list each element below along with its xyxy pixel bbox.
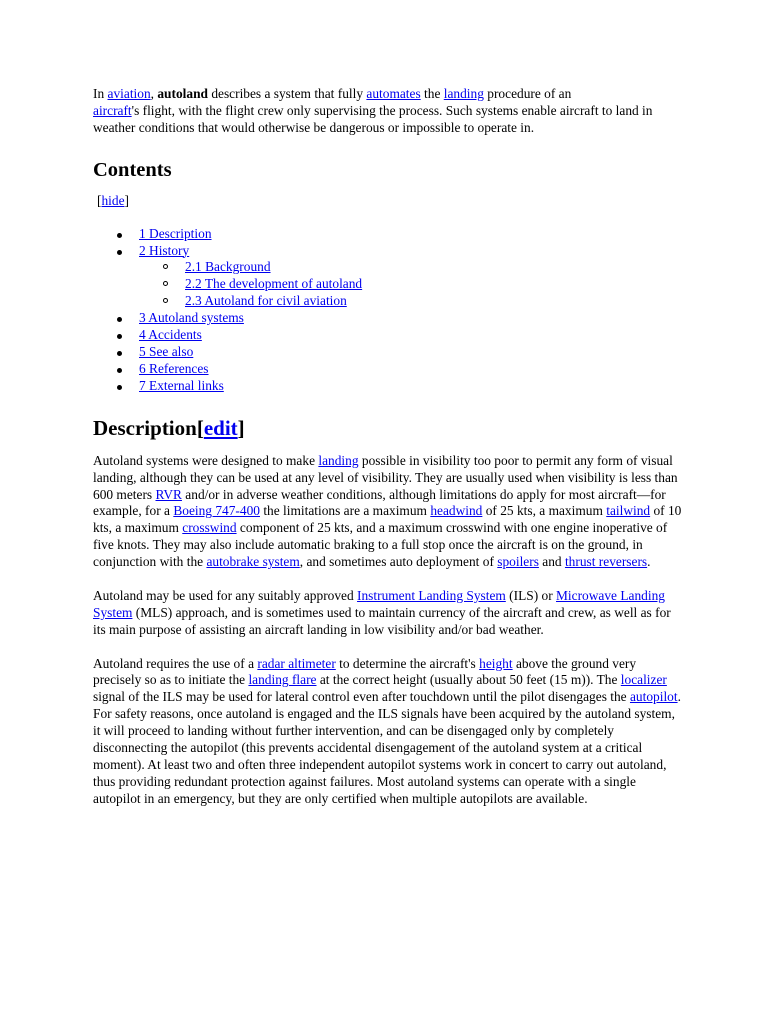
- toc-link-history[interactable]: 2 History: [139, 242, 190, 258]
- toc-toggle: [hide]: [97, 192, 129, 208]
- link-crosswind[interactable]: crosswind: [182, 520, 237, 536]
- link-height[interactable]: height: [479, 655, 513, 671]
- toc-sublist: [139, 259, 683, 310]
- link-tailwind[interactable]: tailwind: [606, 503, 651, 519]
- toc-item: [93, 310, 683, 327]
- edit-link[interactable]: edit: [203, 415, 238, 440]
- toc-subitem: [139, 259, 683, 276]
- toc-subitem: [139, 293, 683, 310]
- link-boeing-747-400[interactable]: Boeing 747-400: [173, 503, 260, 519]
- term-autoland: autoland: [157, 86, 208, 101]
- link-landing[interactable]: landing: [443, 86, 484, 101]
- link-radar-altimeter[interactable]: radar altimeter: [257, 655, 336, 671]
- toc-item: [93, 226, 683, 243]
- description-heading: Description[edit]: [93, 415, 245, 440]
- link-aviation[interactable]: aviation: [107, 86, 151, 101]
- toc-link-background[interactable]: 2.1 Background: [185, 259, 271, 275]
- table-of-contents: [93, 226, 683, 395]
- description-paragraph-2: Autoland may be used for any suitably approved Instrument Landing System (ILS) or Microwave Landing System (MLS) approach, and is sometimes used to maintain currency of the aircraft and crew, as well as for its main purpose of assisting an aircraft landing in low visibility and/or bad weather.: [93, 587, 671, 637]
- toc-item: [93, 378, 683, 395]
- link-rvr[interactable]: RVR: [155, 486, 182, 502]
- intro-paragraph: In aviation, autoland describes a system that fully automates the landing procedure of an aircraft's flight, with the flight crew only supervising the process. Such systems enable aircraft to land in weather conditions that would otherwise be dangerous or impossible to operate in.: [93, 86, 653, 135]
- link-automates[interactable]: automates: [366, 86, 421, 101]
- link-mls[interactable]: Microwave Landing System: [93, 587, 665, 620]
- toc-subitem: [139, 276, 683, 293]
- link-aircraft[interactable]: aircraft: [93, 102, 132, 118]
- toc-link-description[interactable]: 1 Description: [139, 225, 212, 241]
- toc-link-accidents[interactable]: 4 Accidents: [139, 327, 202, 343]
- toc-link-autoland-systems[interactable]: 3 Autoland systems: [139, 310, 244, 326]
- link-autobrake-system[interactable]: autobrake system: [206, 554, 300, 570]
- toc-item: [93, 243, 683, 311]
- link-autopilot[interactable]: autopilot: [629, 689, 678, 705]
- link-spoilers[interactable]: spoilers: [497, 554, 539, 570]
- link-thrust-reversers[interactable]: thrust reversers: [564, 554, 648, 570]
- description-paragraph-3: Autoland requires the use of a radar altimeter to determine the aircraft's height above the ground very precisely so as to initiate the landing flare at the correct height (usually about 50 feet (15 m)). The localizer signal of the ILS may be used for lateral control even after touchdown until the pilot disengages the autopilot. For safety reasons, once autoland is engaged and the ILS signals have been acquired by the autoland system, it will proceed to landing without further intervention, and can be disengaged only by completely disconnecting the autopilot (this prevents accidental disengagement of the autoland system at a critical moment). At least two and often three independent autopilot systems work in concert to carry out autoland, thus providing redundant protection against failures. Most autoland systems can operate with a single autopilot in an emergency, but they are only certified when multiple autopilots are available.: [93, 655, 681, 806]
- link-headwind[interactable]: headwind: [430, 503, 483, 519]
- link-localizer[interactable]: localizer: [620, 672, 667, 688]
- toc-link-references[interactable]: 6 References: [139, 360, 209, 376]
- description-paragraph-1: Autoland systems were designed to make landing possible in visibility too poor to permit any form of visual landing, although they can be used at any level of visibility. They are usually used when visibility is less than 600 meters RVR and/or in adverse weather conditions, although limitations do apply for most aircraft—for example, for a Boeing 747-400 the limitations are a maximum headwind of 25 kts, a maximum tailwind of 10 kts, a maximum crosswind component of 25 kts, and a maximum crosswind with one engine inoperative of five knots. They may also include automatic braking to a full stop once the aircraft is on the ground, in conjunction with the autobrake system, and sometimes auto deployment of spoilers and thrust reversers.: [93, 452, 682, 570]
- toc-item: [93, 344, 683, 361]
- toc-link-development[interactable]: 2.2 The development of autoland: [185, 276, 363, 292]
- toc-link-see-also[interactable]: 5 See also: [139, 343, 194, 359]
- link-landing-flare[interactable]: landing flare: [248, 672, 317, 688]
- link-landing-2[interactable]: landing: [318, 452, 359, 468]
- hide-link[interactable]: hide: [101, 192, 125, 208]
- toc-link-external-links[interactable]: 7 External links: [139, 377, 224, 393]
- toc-item: [93, 361, 683, 378]
- link-ils[interactable]: Instrument Landing System: [357, 587, 506, 603]
- article-body: [93, 86, 683, 825]
- toc-link-civil-aviation[interactable]: 2.3 Autoland for civil aviation: [185, 293, 347, 309]
- contents-heading: Contents: [93, 158, 172, 181]
- toc-item: [93, 327, 683, 344]
